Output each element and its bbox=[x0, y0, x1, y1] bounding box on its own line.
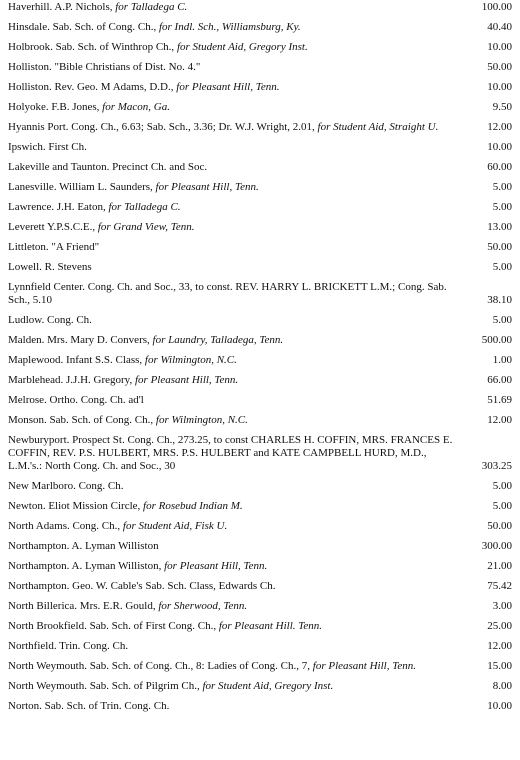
entry-row bbox=[8, 540, 512, 553]
entry-row bbox=[8, 141, 512, 154]
entry-amount: 21.00 bbox=[487, 560, 512, 572]
entry-text: Malden. Mrs. Mary D. Convers, bbox=[8, 334, 153, 346]
entry-amount: 1.00 bbox=[492, 354, 512, 366]
entry-text: Norton. Sab. Sch. of Trin. Cong. Ch. bbox=[8, 700, 170, 712]
entry-description bbox=[8, 221, 462, 234]
entry-description bbox=[8, 500, 462, 513]
entry-text: Haverhill. A.P. Nichols, bbox=[8, 1, 116, 13]
entry-description bbox=[8, 21, 462, 34]
entry-text: North Weymouth. Sab. Sch. of Pilgrim Ch., bbox=[8, 680, 203, 692]
entry-amount: 9.50 bbox=[492, 101, 512, 113]
entry-row bbox=[8, 181, 512, 194]
entry-row bbox=[8, 680, 512, 693]
entry-designation: for Wilmington, N.C. bbox=[144, 354, 237, 366]
entry-description bbox=[8, 600, 462, 613]
entry-amount: 5.00 bbox=[492, 500, 512, 512]
entry-description bbox=[8, 61, 462, 74]
entry-amount: 51.69 bbox=[487, 394, 512, 406]
entry-description bbox=[8, 560, 462, 573]
entry-designation: for Talladega C. bbox=[115, 1, 188, 13]
entry-amount: 66.00 bbox=[487, 374, 512, 386]
entry-row bbox=[8, 334, 512, 347]
entry-text: Melrose. Ortho. Cong. Ch. ad'l bbox=[8, 394, 144, 406]
entry-designation: for Laundry, Talladega, Tenn. bbox=[152, 334, 284, 346]
entry-amount: 5.00 bbox=[492, 314, 512, 326]
entry-text: Ludlow. Cong. Ch. bbox=[8, 314, 92, 326]
entry-text: Maplewood. Infant S.S. Class, bbox=[8, 354, 145, 366]
entry-text: Marblehead. J.J.H. Gregory, bbox=[8, 374, 135, 386]
entry-designation: for Pleasant Hill, Tenn. bbox=[134, 374, 239, 386]
entry-amount: 5.00 bbox=[492, 181, 512, 193]
entry-designation: for Pleasant Hill, Tenn. bbox=[312, 660, 416, 672]
entry-row bbox=[8, 600, 512, 613]
entry-amount: 10.00 bbox=[487, 81, 512, 93]
entry-row bbox=[8, 660, 512, 673]
entry-description bbox=[8, 241, 462, 254]
entry-text: Holliston. "Bible Christians of Dist. No. 4." bbox=[8, 61, 201, 73]
entry-row bbox=[8, 700, 512, 713]
entry-row bbox=[8, 41, 512, 54]
entry-row bbox=[8, 580, 512, 593]
entry-row bbox=[8, 354, 512, 367]
entry-row bbox=[8, 314, 512, 327]
entry-description bbox=[8, 121, 462, 134]
entry-row bbox=[8, 1, 512, 14]
entry-designation: for Student Aid, Gregory Inst. bbox=[176, 41, 308, 53]
entry-description bbox=[8, 394, 462, 407]
entry-row bbox=[8, 414, 512, 427]
entry-amount: 50.00 bbox=[487, 241, 512, 253]
entry-text: North Weymouth. Sab. Sch. of Cong. Ch., 8: Ladies of Cong. Ch., 7, bbox=[8, 660, 313, 672]
entry-text: Hyannis Port. Cong. Ch., 6.63; Sab. Sch., 3.36; Dr. W.J. Wright, 2.01, bbox=[8, 121, 318, 133]
entry-description bbox=[8, 414, 462, 427]
entry-designation: for Sherwood, Tenn. bbox=[158, 600, 248, 612]
entry-text: Lanesville. William L. Saunders, bbox=[8, 181, 156, 193]
entry-amount: 300.00 bbox=[481, 540, 512, 552]
entry-text: Ipswich. First Ch. bbox=[8, 141, 87, 153]
entry-row bbox=[8, 81, 512, 94]
entry-text: Newton. Eliot Mission Circle, bbox=[8, 500, 144, 512]
entry-amount: 15.00 bbox=[487, 660, 512, 672]
entry-row bbox=[8, 480, 512, 493]
entry-description bbox=[8, 201, 462, 214]
entry-row bbox=[8, 121, 512, 134]
entry-row bbox=[8, 394, 512, 407]
entry-text: Hinsdale. Sab. Sch. of Cong. Ch., bbox=[8, 21, 159, 33]
entry-text: North Billerica. Mrs. E.R. Gould, bbox=[8, 600, 159, 612]
entry-description bbox=[8, 334, 462, 347]
entry-description bbox=[8, 660, 462, 673]
entry-designation: for Wilmington, N.C. bbox=[155, 414, 248, 426]
entry-text: Leverett Y.P.S.C.E., bbox=[8, 221, 98, 233]
entry-row bbox=[8, 161, 512, 174]
entry-row bbox=[8, 560, 512, 573]
entry-row bbox=[8, 21, 512, 34]
entry-amount: 75.42 bbox=[487, 580, 512, 592]
entry-amount: 40.40 bbox=[487, 21, 512, 33]
entry-amount: 50.00 bbox=[487, 61, 512, 73]
entry-text: Monson. Sab. Sch. of Cong. Ch., bbox=[8, 414, 156, 426]
entry-text: Lowell. R. Stevens bbox=[8, 261, 92, 273]
entry-amount: 12.00 bbox=[487, 414, 512, 426]
entry-row bbox=[8, 434, 512, 473]
entry-designation: for Student Aid, Gregory Inst. bbox=[202, 680, 334, 692]
entry-text: Northampton. A. Lyman Williston, bbox=[8, 560, 165, 572]
entry-description bbox=[8, 540, 462, 553]
entry-amount: 5.00 bbox=[492, 480, 512, 492]
entry-text: Northampton. Geo. W. Cable's Sab. Sch. Class, Edwards Ch. bbox=[8, 580, 276, 592]
entry-text: North Brookfield. Sab. Sch. of First Cong. Ch., bbox=[8, 620, 219, 632]
entry-description bbox=[8, 41, 462, 54]
entry-row bbox=[8, 281, 512, 307]
entry-text: Lawrence. J.H. Eaton, bbox=[8, 201, 109, 213]
entry-description bbox=[8, 81, 462, 94]
entry-description bbox=[8, 434, 462, 473]
entry-amount: 8.00 bbox=[492, 680, 512, 692]
entry-text: Lynnfield Center. Cong. Ch. and Soc., 33, to const. REV. HARRY L. BRICKETT L.M.; Cong. Sab. Sch., 5.10 bbox=[8, 281, 447, 306]
entry-description bbox=[8, 354, 462, 367]
entry-text: New Marlboro. Cong. Ch. bbox=[8, 480, 124, 492]
entry-amount: 38.10 bbox=[487, 294, 512, 306]
entry-description bbox=[8, 700, 462, 713]
entry-row bbox=[8, 500, 512, 513]
entry-description bbox=[8, 261, 462, 274]
entry-description bbox=[8, 620, 462, 633]
entry-text: Holbrook. Sab. Sch. of Winthrop Ch., bbox=[8, 41, 177, 53]
entry-description bbox=[8, 101, 462, 114]
entry-amount: 10.00 bbox=[487, 41, 512, 53]
entry-description bbox=[8, 520, 462, 533]
entry-designation: for Pleasant Hill, Tenn. bbox=[164, 560, 268, 572]
entry-amount: 10.00 bbox=[487, 700, 512, 712]
entry-row bbox=[8, 201, 512, 214]
entry-description bbox=[8, 181, 462, 194]
entry-amount: 3.00 bbox=[492, 600, 512, 612]
entry-amount: 25.00 bbox=[487, 620, 512, 632]
entry-text: Littleton. "A Friend" bbox=[8, 241, 100, 253]
entry-designation: for Macon, Ga. bbox=[102, 101, 170, 113]
entry-row bbox=[8, 61, 512, 74]
entry-description bbox=[8, 281, 462, 307]
entry-description bbox=[8, 1, 462, 14]
entry-row bbox=[8, 620, 512, 633]
entry-text: Newburyport. Prospect St. Cong. Ch., 273.25, to const CHARLES H. COFFIN, MRS. FRANCES E. COFFIN, REV. P.S. HULBERT, MRS. P.S. HULBERT and KATE CAMPBELL HURD, M.D., L.M.'s.: North Cong. Ch. and Soc., 30 bbox=[8, 434, 453, 472]
entry-row bbox=[8, 221, 512, 234]
entry-amount: 13.00 bbox=[487, 221, 512, 233]
entry-designation: for Indl. Sch., Williamsburg, Ky. bbox=[158, 21, 301, 33]
entry-row bbox=[8, 101, 512, 114]
entry-amount: 12.00 bbox=[487, 121, 512, 133]
entry-designation: for Pleasant Hill, Tenn. bbox=[155, 181, 259, 193]
entry-amount: 5.00 bbox=[492, 201, 512, 213]
entry-text: North Adams. Cong. Ch., bbox=[8, 520, 123, 532]
entry-text: Holliston. Rev. Geo. M Adams, D.D., bbox=[8, 81, 177, 93]
entry-description bbox=[8, 580, 462, 593]
entry-description bbox=[8, 141, 462, 154]
entry-designation: for Pleasant Hill. Tenn. bbox=[218, 620, 323, 632]
entry-description bbox=[8, 680, 462, 693]
entry-text: Holyoke. F.B. Jones, bbox=[8, 101, 103, 113]
entry-text: Lakeville and Taunton. Precinct Ch. and Soc. bbox=[8, 161, 208, 173]
entry-designation: for Rosebud Indian M. bbox=[143, 500, 243, 512]
entry-row bbox=[8, 241, 512, 254]
entry-amount: 10.00 bbox=[487, 141, 512, 153]
entry-description bbox=[8, 480, 462, 493]
entry-description bbox=[8, 640, 462, 653]
entry-row bbox=[8, 374, 512, 387]
entry-designation: for Student Aid, Fisk U. bbox=[122, 520, 228, 532]
entry-row bbox=[8, 640, 512, 653]
entry-row bbox=[8, 261, 512, 274]
entry-designation: for Grand View, Tenn. bbox=[97, 221, 195, 233]
entry-designation: for Student Aid, Straight U. bbox=[317, 121, 439, 133]
entry-amount: 100.00 bbox=[481, 1, 512, 13]
entry-text: Northfield. Trin. Cong. Ch. bbox=[8, 640, 129, 652]
entry-description bbox=[8, 374, 462, 387]
entry-amount: 60.00 bbox=[487, 161, 512, 173]
entry-amount: 5.00 bbox=[492, 261, 512, 273]
entry-text: Northampton. A. Lyman Williston bbox=[8, 540, 159, 552]
entry-row bbox=[8, 520, 512, 533]
entry-amount: 500.00 bbox=[481, 334, 512, 346]
entry-amount: 303.25 bbox=[481, 460, 512, 472]
entry-amount: 50.00 bbox=[487, 520, 512, 532]
entry-description bbox=[8, 314, 462, 327]
entry-designation: for Talladega C. bbox=[108, 201, 181, 213]
entry-amount: 12.00 bbox=[487, 640, 512, 652]
entry-description bbox=[8, 161, 462, 174]
entry-designation: for Pleasant Hill, Tenn. bbox=[176, 81, 280, 93]
